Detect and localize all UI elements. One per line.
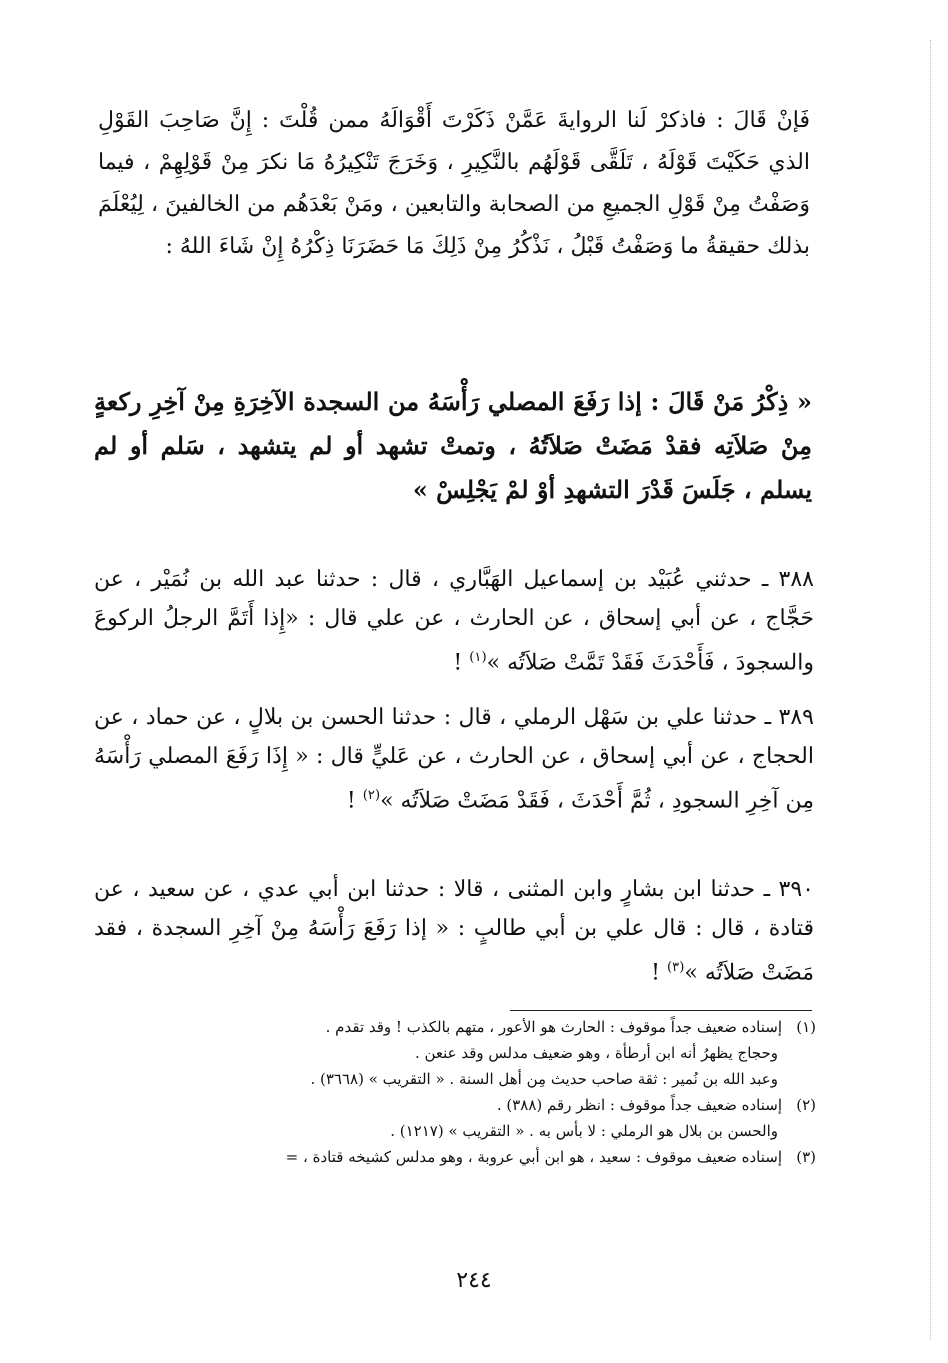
footnote-ref: (٣) (666, 960, 685, 975)
hadith-390 (94, 870, 814, 992)
footnote-number: (٣) (796, 1148, 816, 1166)
intro-paragraph: فَإنْ قَالَ : فاذكرْ لَنا الروايةَ عَمَّنْ ذَكَرْتَ أَقْوَالَهُ ممن قُلْتَ : إِنَّ صَاحِبَ القَوْلِ الذي حَكَيْتَ قَوْلَهُ ، تَلَقَّى قَوْلَهُم بالنَّكِيرِ ، وَخَرَجَ تَنْكِيرُهُ مَا نكرَ مِنْ قَوْلِهِمْ ، فيما وَصَفْتُ مِنْ قَوْلِ الجميعِ من الصحابة والتابعين ، ومَنْ بَعْدَهُم من الخالفينَ ، لِيُعْلَمَ بذلك حقيقةُ ما وَصَفْتُ قَبْلُ ، نَذْكُرُ مِنْ ذَلِكَ مَا حَضَرَنَا ذِكْرُهُ إِنْ شَاءَ اللهُ : (98, 108, 810, 259)
page-edge-line (930, 40, 931, 1340)
footnote-2 (94, 1092, 816, 1118)
page-number: ٢٤٤ (456, 1268, 492, 1293)
footnote-3 (94, 1144, 816, 1170)
hadith-end: ! (453, 650, 470, 676)
hadith-text: ٣٩٠ ـ حدثنا ابن بشارٍ وابن المثنى ، قالا : حدثنا ابن أبي عدي ، عن سعيد ، عن قتادة ، قال : قال علي بن أبي طالبٍ : « إذا رَفَعَ رَأْسَهُ مِنْ آخِرِ السجدة ، فقد مَضَتْ صَلاَتُه » (94, 877, 814, 986)
hadith-text: ٣٨٨ ـ حدثني عُبَيْد بن إسماعيل الهَبَّاري ، قال : حدثنا عبد الله بن نُمَيْر ، عن حَجَّاج ، عن أبي إسحاق ، عن الحارث ، عن علي قال : «إِذا أَتَمَّ الرجلُ الركوعَ والسجودَ ، فَأَحْدَثَ فَقَدْ تَمَّتْ صَلاَتُه » (94, 567, 814, 676)
hadith-388 (94, 560, 814, 682)
footnote-number: (١) (796, 1018, 816, 1036)
footnote-number: (٢) (796, 1096, 816, 1114)
footnote-text: إسناده ضعيف جداً موقوف : انظر رقم (٣٨٨) . (496, 1096, 782, 1114)
footnote-1-line-3 (94, 1066, 816, 1092)
footnote-ref: (٢) (362, 788, 381, 803)
chapter-heading: « ذِكْرُ مَنْ قَالَ : إذا رَفَعَ المصلي رَأْسَهُ من السجدة الآخِرَةِ مِنْ آخِرِ ركعةٍ مِنْ صَلاَتِه فقدْ مَضَتْ صَلاَتُهُ ، وتمتْ تشهد أو لم يتشهد ، سَلم أو لم يسلم ، جَلَسَ قَدْرَ التشهدِ أوْ لمْ يَجْلِسْ » (94, 387, 812, 504)
footnote-ref: (١) (469, 650, 487, 665)
hadith-389 (94, 698, 814, 820)
footnote-text: والحسن بن بلال هو الرملي : لا بأس به . « التقريب » (١٢١٧) . (390, 1122, 778, 1140)
footnote-text: وعبد الله بن نُمير : ثقة صاحب حديث مِن أهل السنة . « التقريب » (٣٦٦٨) . (310, 1070, 778, 1088)
footnote-1-line-2 (94, 1040, 816, 1066)
hadith-end: ! (651, 960, 667, 986)
footnotes (94, 1014, 816, 1170)
footnote-text: إسناده ضعيف جداً موقوف : الحارث هو الأعور ، متهم بالكذب ! وقد تقدم . (325, 1018, 782, 1036)
footnote-divider (510, 1010, 812, 1011)
hadith-end: ! (346, 788, 363, 814)
footnote-text: وحجاج يظهرُ أنه ابن أرطأة ، وهو ضعيف مدلس وقد عنعن . (414, 1044, 778, 1062)
hadith-text: ٣٨٩ ـ حدثنا علي بن سَهْل الرملي ، قال : حدثنا الحسن بن بلالٍ ، عن حماد ، عن الحجاج ، عن أبي إسحاق ، عن الحارث ، عن عَليٍّ قال : « إِذَا رَفَعَ المصلي رَأْسَهُ مِن آخِرِ السجودِ ، ثُمَّ أَحْدَثَ ، فَقَدْ مَضَتْ صَلاَتُه » (94, 705, 814, 814)
footnote-text: إسناده ضعيف موقوف : سعيد ، هو ابن أبي عروبة ، وهو مدلس كشيخه قتادة ، = (285, 1148, 782, 1166)
footnote-1 (94, 1014, 816, 1040)
footnote-2-line-2 (94, 1118, 816, 1144)
